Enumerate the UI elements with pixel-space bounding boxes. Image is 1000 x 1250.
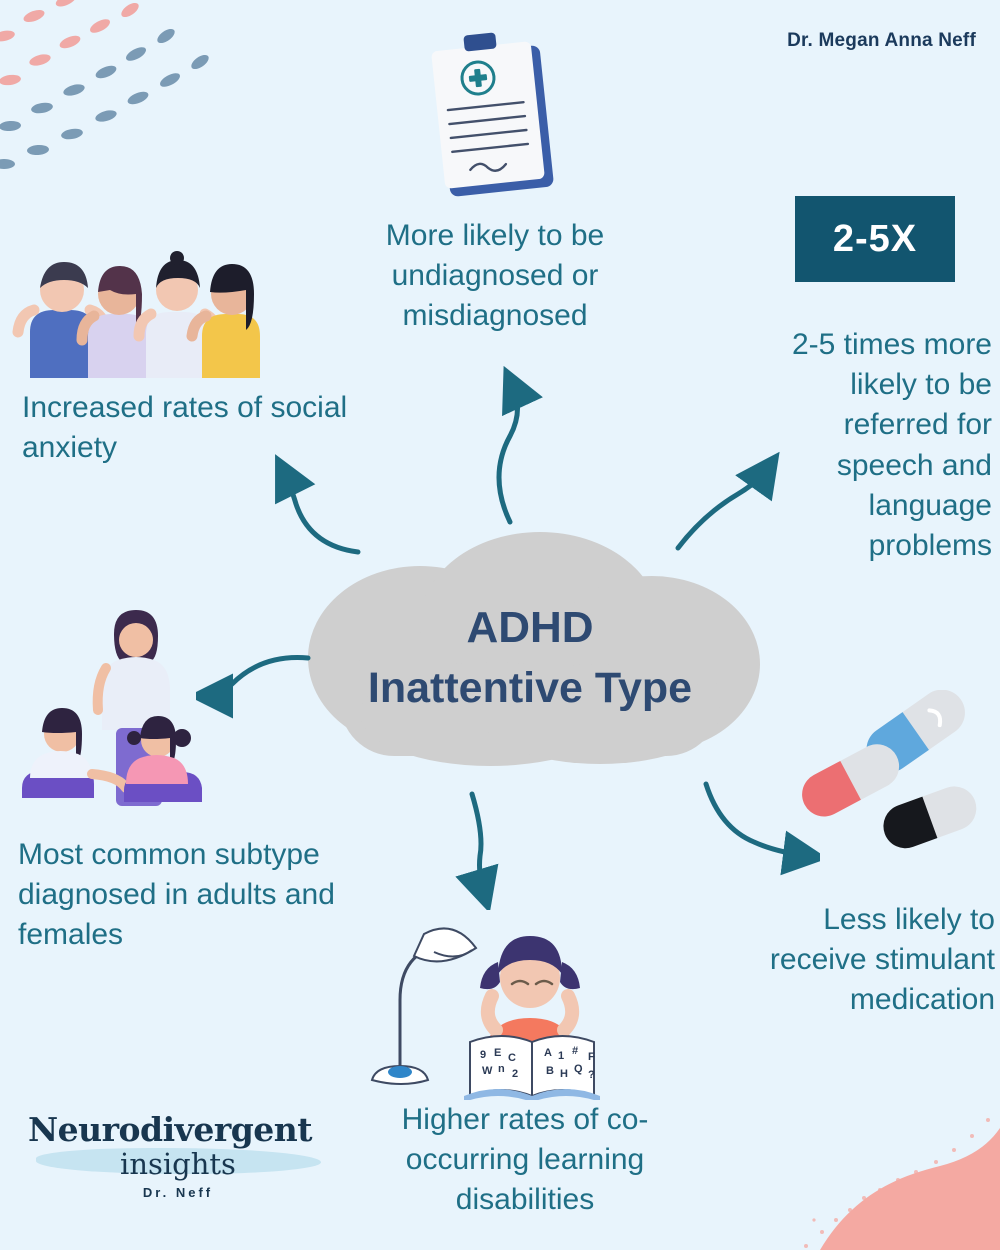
svg-text:H: H (560, 1068, 568, 1080)
svg-text:Q: Q (574, 1063, 583, 1075)
center-cloud-title (280, 528, 780, 788)
node-common-subtype-label: Most common subtype diagnosed in adults and females (18, 838, 335, 952)
arrow-to-learning-disabilities (440, 790, 520, 910)
svg-text:#: # (572, 1045, 579, 1057)
arrow-to-stimulant-medication (700, 780, 820, 880)
node-speech-language-label: 2-5 times more likely to be referred for speech and language problems (791, 328, 992, 562)
svg-text:E: E (494, 1047, 502, 1059)
arrow-to-undiagnosed (470, 360, 550, 530)
child-studying-icon (352, 900, 652, 1100)
brand-logo (28, 1110, 328, 1220)
logo-line-1: Neurodivergent (28, 1110, 313, 1149)
svg-text:1: 1 (558, 1050, 565, 1062)
author-credit: Dr. Megan Anna Neff (787, 30, 976, 51)
svg-text:B: B (546, 1065, 554, 1077)
svg-text:9: 9 (480, 1049, 487, 1061)
svg-text:F: F (588, 1051, 595, 1063)
group-of-people-icon (10, 228, 260, 378)
node-learning-disabilities-label: Higher rates of co-occurring learning disabilities (401, 1103, 649, 1217)
logo-line-2: insights (120, 1147, 236, 1181)
svg-text:C: C (508, 1052, 516, 1064)
dotted-arc-decoration (0, 0, 300, 190)
node-undiagnosed-label: More likely to be undiagnosed or misdiagnosed (385, 219, 605, 333)
center-title-line2: Inattentive Type (367, 663, 693, 712)
center-title-line1: ADHD (466, 603, 594, 653)
clipboard-medical-icon (408, 28, 578, 208)
svg-text:?: ? (588, 1069, 595, 1081)
svg-text:W: W (482, 1065, 493, 1077)
svg-text:n: n (498, 1063, 505, 1075)
node-stimulant-medication-label: Less likely to receive stimulant medication (769, 903, 995, 1017)
node-social-anxiety-label: Increased rates of social anxiety (22, 391, 348, 465)
center-cloud (280, 528, 780, 788)
stipple-blob-decoration (740, 1070, 1000, 1250)
svg-text:2: 2 (512, 1068, 519, 1080)
svg-text:A: A (544, 1047, 552, 1059)
badge-2-5x (795, 196, 955, 282)
pills-capsules-icon (800, 690, 980, 870)
badge-label: 2-5X (832, 217, 918, 260)
logo-line-3: Dr. Neff (142, 1185, 214, 1200)
